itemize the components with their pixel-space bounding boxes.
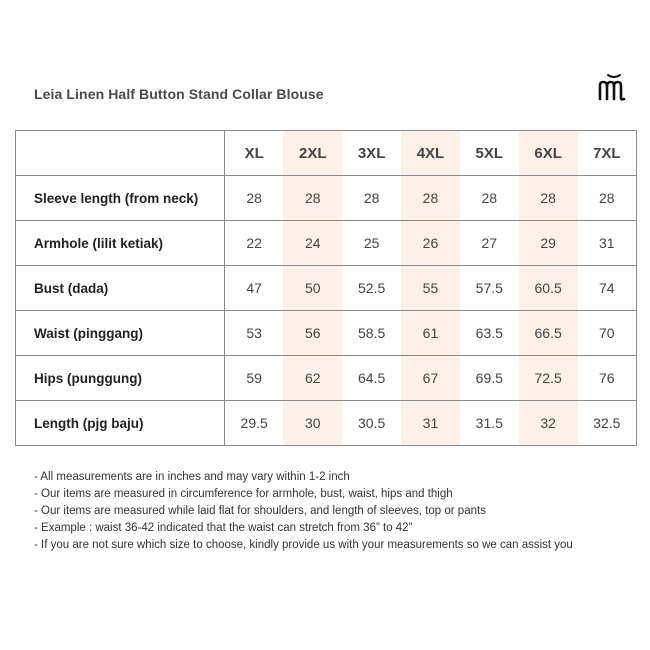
table-row (16, 176, 637, 221)
table-cell: 70 (578, 311, 637, 356)
table-cell: 24 (283, 221, 342, 266)
header-cell: 3XL (342, 131, 401, 176)
table-cell: 64.5 (342, 356, 401, 401)
row-label: Armhole (lilit ketiak) (16, 221, 225, 266)
table-row (16, 221, 637, 266)
note-line: - All measurements are in inches and may vary within 1-2 inch (34, 471, 350, 483)
header-cell: 2XL (283, 131, 342, 176)
table-cell: 26 (401, 221, 460, 266)
header-cell: 5XL (460, 131, 519, 176)
row-label: Waist (pinggang) (16, 311, 225, 356)
table-cell: 32 (519, 401, 578, 446)
table-row (16, 311, 637, 356)
table-cell: 28 (283, 176, 342, 221)
note-line: - If you are not sure which size to choose, kindly provide us with your measurements so we can assist you (34, 539, 573, 551)
table-cell: 58.5 (342, 311, 401, 356)
table-cell: 62 (283, 356, 342, 401)
table-cell: 31.5 (460, 401, 519, 446)
size-table (15, 130, 637, 446)
row-label: Length (pjg baju) (16, 401, 225, 446)
row-label: Bust (dada) (16, 266, 225, 311)
table-cell: 31 (578, 221, 637, 266)
table-cell: 28 (401, 176, 460, 221)
measurement-notes (34, 469, 573, 554)
table-cell: 61 (401, 311, 460, 356)
note-line: - Our items are measured in circumference for armhole, bust, waist, hips and thigh (34, 488, 453, 500)
table-cell: 27 (460, 221, 519, 266)
table-cell: 28 (578, 176, 637, 221)
header-cell: 4XL (401, 131, 460, 176)
table-cell: 28 (342, 176, 401, 221)
table-row (16, 266, 637, 311)
brand-monogram-icon (597, 72, 631, 102)
table-cell: 66.5 (519, 311, 578, 356)
row-label: Sleeve length (from neck) (16, 176, 225, 221)
page-title: Leia Linen Half Button Stand Collar Blouse (34, 86, 324, 102)
table-cell: 25 (342, 221, 401, 266)
table-cell: 29 (519, 221, 578, 266)
table-cell: 76 (578, 356, 637, 401)
note-line: - Our items are measured while laid flat for shoulders, and length of sleeves, top or pants (34, 505, 486, 517)
table-cell: 57.5 (460, 266, 519, 311)
table-cell: 29.5 (225, 401, 284, 446)
table-cell: 47 (225, 266, 284, 311)
table-cell: 55 (401, 266, 460, 311)
table-cell: 31 (401, 401, 460, 446)
header-corner-cell (16, 131, 225, 176)
table-cell: 28 (225, 176, 284, 221)
header-cell: XL (225, 131, 284, 176)
table-cell: 56 (283, 311, 342, 356)
row-label: Hips (punggung) (16, 356, 225, 401)
table-row (16, 356, 637, 401)
table-cell: 60.5 (519, 266, 578, 311)
table-cell: 30.5 (342, 401, 401, 446)
table-cell: 59 (225, 356, 284, 401)
table-cell: 69.5 (460, 356, 519, 401)
table-cell: 53 (225, 311, 284, 356)
table-cell: 28 (460, 176, 519, 221)
table-cell: 28 (519, 176, 578, 221)
header-cell: 7XL (578, 131, 637, 176)
table-header-row (16, 131, 637, 176)
table-row (16, 401, 637, 446)
table-cell: 72.5 (519, 356, 578, 401)
table-cell: 52.5 (342, 266, 401, 311)
table-cell: 74 (578, 266, 637, 311)
table-cell: 50 (283, 266, 342, 311)
table-cell: 32.5 (578, 401, 637, 446)
header-cell: 6XL (519, 131, 578, 176)
note-line: - Example : waist 36-42 indicated that the waist can stretch from 36” to 42” (34, 522, 413, 534)
table-cell: 67 (401, 356, 460, 401)
table-cell: 22 (225, 221, 284, 266)
table-cell: 63.5 (460, 311, 519, 356)
table-cell: 30 (283, 401, 342, 446)
